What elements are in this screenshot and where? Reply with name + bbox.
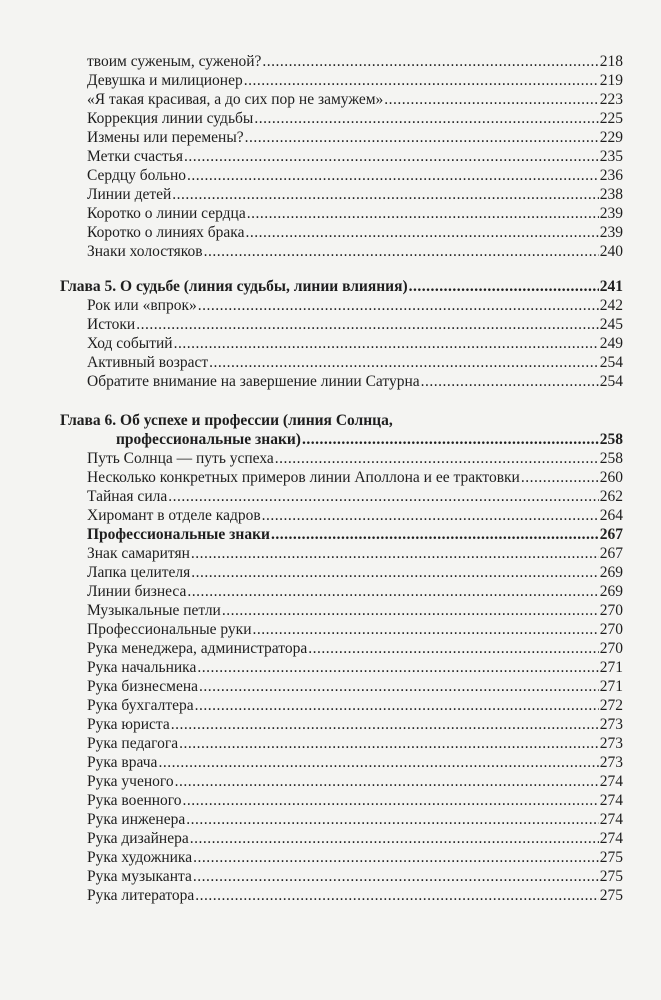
toc-entry (60, 544, 623, 563)
toc-entry-title: Рука художника (87, 849, 193, 866)
toc-entry-title: Рука военного (87, 792, 182, 809)
toc-entry-page: 274 (599, 811, 623, 828)
toc-entry-page: 272 (599, 697, 623, 714)
toc-entry-title: Рука врача (87, 754, 158, 771)
toc-entry (60, 715, 623, 734)
toc-entry-page: 275 (599, 868, 623, 885)
toc-leader (175, 772, 599, 791)
toc-leader (275, 449, 599, 468)
toc-entry-page: 262 (599, 488, 623, 505)
toc-leader (184, 147, 599, 166)
toc-entry-title: Рука музыканта (87, 868, 192, 885)
toc-entry-title: Знаки холостяков (87, 243, 203, 260)
toc-entry-page: 229 (599, 129, 623, 146)
toc-leader (409, 277, 599, 296)
toc-leader (262, 52, 598, 71)
toc-entry-page: 260 (599, 469, 623, 486)
section-title: Профессиональные знаки (87, 526, 270, 543)
table-of-contents (60, 52, 623, 905)
toc-entry-title: Несколько конкретных примеров линии Аполлона и ее трактовки (87, 469, 520, 486)
toc-entry-title: Девушка и милиционер (87, 72, 243, 89)
toc-leader (247, 204, 599, 223)
toc-entry-page: 242 (599, 297, 623, 314)
toc-entry-page: 235 (599, 148, 623, 165)
chapter-title: Глава 6. Об успехе и профессии (линия Солнца, (60, 412, 393, 429)
toc-leader (209, 353, 599, 372)
toc-entry-page: 270 (599, 602, 623, 619)
toc-leader (254, 109, 598, 128)
toc-entry-page: 274 (599, 773, 623, 790)
toc-entry (60, 734, 623, 753)
toc-entry-title: твоим суженым, суженой? (87, 53, 262, 70)
toc-leader (197, 658, 598, 677)
chapter-heading (60, 277, 623, 296)
toc-entry (60, 753, 623, 772)
toc-entry (60, 147, 623, 166)
toc-entry (60, 563, 623, 582)
toc-entry-page: 223 (599, 91, 623, 108)
toc-entry-page: 236 (599, 167, 623, 184)
toc-entry (60, 296, 623, 315)
toc-leader (186, 810, 599, 829)
toc-entry-page: 218 (599, 53, 623, 70)
toc-entry-title: Тайная сила (87, 488, 168, 505)
toc-entry-page: 254 (599, 354, 623, 371)
toc-entry-page: 239 (599, 224, 623, 241)
toc-entry (60, 658, 623, 677)
toc-entry-page: 245 (599, 316, 623, 333)
toc-entry (60, 810, 623, 829)
toc-entry (60, 639, 623, 658)
toc-entry (60, 242, 623, 261)
toc-leader (183, 791, 599, 810)
toc-entry (60, 109, 623, 128)
toc-entry-page: 273 (599, 754, 623, 771)
toc-leader (179, 734, 599, 753)
toc-entry (60, 677, 623, 696)
toc-entry-title: Обратите внимание на завершение линии Сатурна (87, 373, 420, 390)
toc-entry (60, 52, 623, 71)
toc-entry-title: Хиромант в отделе кадров (87, 507, 261, 524)
toc-entry (60, 468, 623, 487)
toc-section-heading (60, 525, 623, 544)
chapter-heading (60, 430, 623, 449)
toc-entry (60, 334, 623, 353)
toc-entry-page: 271 (599, 678, 623, 695)
toc-entry-page: 219 (599, 72, 623, 89)
toc-entry-title: Линии детей (87, 186, 172, 203)
toc-entry-page: 273 (599, 716, 623, 733)
toc-entry-page: 225 (599, 110, 623, 127)
chapter-5 (60, 277, 623, 391)
toc-leader (171, 715, 599, 734)
toc-leader (253, 620, 599, 639)
toc-leader (190, 829, 599, 848)
toc-entry (60, 886, 623, 905)
toc-entry-page: 274 (599, 792, 623, 809)
toc-entry (60, 772, 623, 791)
toc-leader (187, 166, 599, 185)
toc-leader (195, 696, 599, 715)
toc-entry-page: 249 (599, 335, 623, 352)
toc-entry (60, 204, 623, 223)
toc-leader (191, 563, 598, 582)
toc-entry (60, 353, 623, 372)
toc-entry-page: 254 (599, 373, 623, 390)
toc-entry-title: Коротко о линиях брака (87, 224, 245, 241)
toc-entry (60, 166, 623, 185)
chapter-6 (60, 411, 623, 905)
toc-entry (60, 315, 623, 334)
toc-leader (195, 886, 598, 905)
toc-entry-title: Знак самаритян (87, 545, 190, 562)
toc-leader (198, 296, 599, 315)
toc-leader (158, 753, 598, 772)
toc-leader (172, 185, 598, 204)
toc-entry (60, 372, 623, 391)
toc-entry-page: 238 (599, 186, 623, 203)
toc-entry (60, 185, 623, 204)
toc-entry (60, 487, 623, 506)
toc-entry-title: Лапка целителя (87, 564, 191, 581)
toc-entry-title: Измены или перемены? (87, 129, 244, 146)
chapter-title-continued: профессиональные знаки) (116, 431, 301, 448)
toc-entry-title: Рука инженера (87, 811, 186, 828)
toc-entry-title: Истоки (87, 316, 136, 333)
toc-leader (193, 848, 599, 867)
toc-entry-title: Рука педагога (87, 735, 179, 752)
toc-leader (244, 71, 599, 90)
toc-entry-page: 270 (599, 621, 623, 638)
toc-entry (60, 601, 623, 620)
toc-entry (60, 696, 623, 715)
toc-leader (384, 90, 598, 109)
toc-entry-title: Рука дизайнера (87, 830, 189, 847)
toc-leader (193, 867, 599, 886)
toc-entry (60, 71, 623, 90)
chapter-page: 241 (599, 278, 623, 295)
toc-entry (60, 620, 623, 639)
toc-leader (136, 315, 599, 334)
toc-entry (60, 791, 623, 810)
toc-leader (187, 582, 598, 601)
toc-entry-title: Профессиональные руки (87, 621, 252, 638)
toc-entry-page: 271 (599, 659, 623, 676)
toc-entry (60, 128, 623, 147)
toc-entry-title: Сердцу больно (87, 167, 187, 184)
toc-entry (60, 829, 623, 848)
toc-leader (199, 677, 599, 696)
toc-entry-title: Рука начальника (87, 659, 197, 676)
toc-leader (168, 487, 599, 506)
toc-leader (308, 639, 599, 658)
chapter-title: Глава 5. О судьбе (линия судьбы, линии влияния) (60, 278, 408, 295)
toc-entry-title: «Я такая красивая, а до сих пор не замужем» (87, 91, 384, 108)
toc-leader (191, 544, 599, 563)
toc-entry-title: Рука менеджера, администратора (87, 640, 308, 657)
toc-entry-page: 258 (599, 450, 623, 467)
toc-leader (204, 242, 599, 261)
toc-entry-page: 269 (599, 564, 623, 581)
toc-entry-page: 267 (599, 545, 623, 562)
chapter-page: 258 (599, 431, 623, 448)
toc-entry-page: 275 (599, 887, 623, 904)
toc-entry-page: 240 (599, 243, 623, 260)
toc-entry-title: Коррекция линии судьбы (87, 110, 254, 127)
toc-entry (60, 449, 623, 468)
toc-entry-title: Коротко о линии сердца (87, 205, 246, 222)
toc-entry-title: Рука бизнесмена (87, 678, 199, 695)
toc-entry-title: Рука ученого (87, 773, 174, 790)
toc-entry-page: 239 (599, 205, 623, 222)
toc-group-1 (60, 52, 623, 261)
toc-leader (521, 468, 599, 487)
toc-entry (60, 848, 623, 867)
toc-entry (60, 506, 623, 525)
toc-entry-title: Рука литератора (87, 887, 195, 904)
toc-entry-page: 270 (599, 640, 623, 657)
toc-entry (60, 582, 623, 601)
toc-entry-title: Линии бизнеса (87, 583, 187, 600)
toc-entry-title: Метки счастья (87, 148, 184, 165)
toc-entry-title: Активный возраст (87, 354, 209, 371)
toc-entry (60, 867, 623, 886)
section-page: 267 (599, 526, 623, 543)
toc-entry-title: Рок или «впрок» (87, 297, 197, 314)
toc-entry-page: 273 (599, 735, 623, 752)
toc-leader (245, 223, 598, 242)
toc-entry-page: 269 (599, 583, 623, 600)
toc-leader (222, 601, 599, 620)
toc-entry (60, 90, 623, 109)
toc-entry (60, 223, 623, 242)
toc-entry-page: 274 (599, 830, 623, 847)
toc-entry-title: Рука бухгалтера (87, 697, 194, 714)
toc-leader (262, 506, 599, 525)
toc-entry-title: Путь Солнца — путь успеха (87, 450, 274, 467)
toc-entry-title: Ход событий (87, 335, 173, 352)
toc-leader (271, 525, 599, 544)
toc-leader (245, 128, 599, 147)
toc-leader (421, 372, 599, 391)
toc-leader (302, 430, 599, 449)
toc-entry-title: Музыкальные петли (87, 602, 221, 619)
toc-entry-title: Рука юриста (87, 716, 170, 733)
toc-entry-page: 275 (599, 849, 623, 866)
toc-entry-page: 264 (599, 507, 623, 524)
toc-leader (174, 334, 599, 353)
